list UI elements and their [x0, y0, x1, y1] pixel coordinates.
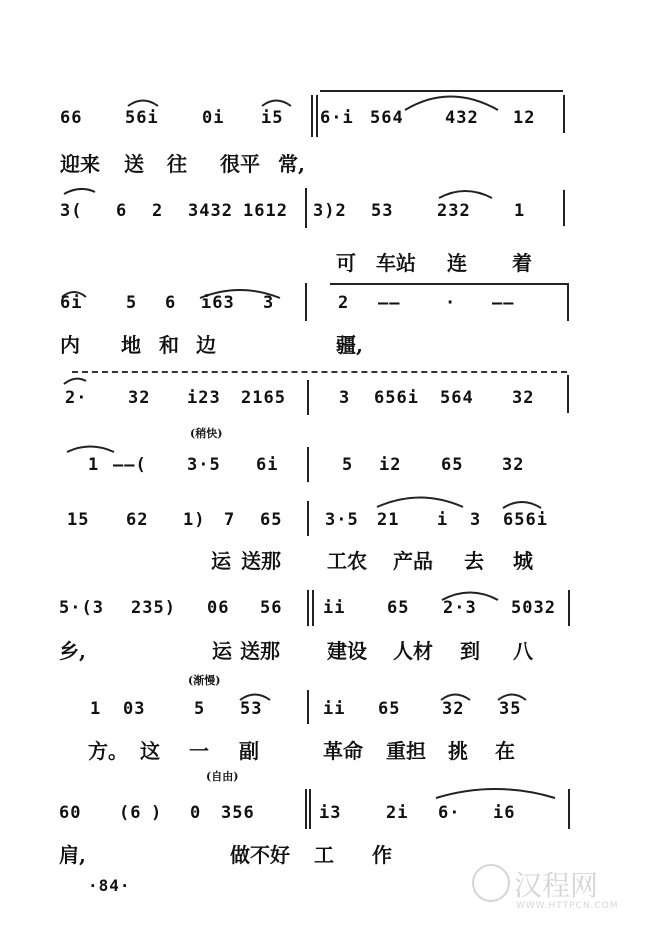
lyric: 工农: [327, 549, 367, 573]
lyric: 送那: [240, 639, 280, 663]
note-group: 62: [126, 510, 149, 530]
watermark-url: WWW.HTTPCN.COM: [516, 901, 619, 911]
lyric: 和: [159, 333, 179, 357]
lyric: 边: [196, 333, 216, 357]
note-group: i5: [261, 108, 284, 128]
note-group: 56i: [125, 108, 159, 128]
page-number: ·84·: [88, 876, 131, 895]
lyric: 人材: [393, 639, 433, 663]
note-group: 235): [131, 598, 176, 618]
note-group: 432: [445, 108, 479, 128]
lyric: 地: [121, 333, 141, 357]
note-group: 56: [260, 598, 283, 618]
note-group: ): [151, 803, 163, 823]
lyric: 乡,: [59, 639, 86, 663]
note-group: 2: [152, 201, 164, 221]
lyric: 着: [512, 251, 532, 275]
note-group: 65: [441, 455, 464, 475]
note-group: 5032: [511, 598, 556, 618]
note-group: 3432: [188, 201, 233, 221]
note-group: 5·(3: [59, 598, 104, 618]
note-group: 6·i: [320, 108, 354, 128]
note-group: 2: [338, 293, 350, 313]
note-group: 2i: [386, 803, 409, 823]
lyric: 做不好: [230, 843, 290, 867]
lyric: 连: [447, 251, 467, 275]
lyric: 这: [140, 739, 160, 763]
tempo-mark: (渐慢): [188, 674, 221, 687]
note-group: 32: [128, 388, 151, 408]
note-group: 564: [440, 388, 474, 408]
note-group: 2·: [65, 388, 88, 408]
note-group: 53: [371, 201, 394, 221]
note-group: 3)2: [313, 201, 347, 221]
note-group: 0i: [202, 108, 225, 128]
tempo-mark: (稍快): [190, 427, 223, 440]
note-group: 32: [512, 388, 535, 408]
lyric: 迎来: [60, 152, 100, 176]
note-group: 03: [123, 699, 146, 719]
lyric: 一: [189, 739, 209, 763]
note-group: 1: [514, 201, 526, 221]
note-group: 656i: [503, 510, 548, 530]
note-group: 60: [59, 803, 82, 823]
lyric: 车站: [376, 251, 416, 275]
note-group: 3·5: [325, 510, 359, 530]
note-group: 5: [126, 293, 138, 313]
note-group: 5: [342, 455, 354, 475]
note-group: 65: [387, 598, 410, 618]
lyric: 送: [124, 152, 144, 176]
note-group: 1: [88, 455, 100, 475]
note-group: 6: [165, 293, 177, 313]
note-group: 65: [378, 699, 401, 719]
note-group: 6: [116, 201, 128, 221]
note-group: 32: [442, 699, 465, 719]
lyric: 重担: [386, 739, 426, 763]
note-group: 32: [502, 455, 525, 475]
lyric: 工: [314, 843, 334, 867]
lyric: 副: [239, 739, 259, 763]
lyric: 方。: [88, 739, 128, 763]
note-group: 564: [370, 108, 404, 128]
tempo-mark: (自由): [206, 770, 239, 783]
note-group: ii: [323, 598, 346, 618]
note-group: ——: [492, 293, 515, 313]
note-group: i: [437, 510, 449, 530]
note-group: 356: [221, 803, 255, 823]
note-group: 3: [339, 388, 351, 408]
lyric: 挑: [448, 739, 468, 763]
lyric: 去: [464, 549, 484, 573]
note-group: 6i: [60, 293, 83, 313]
lyric: 运: [211, 549, 231, 573]
lyric: 肩,: [59, 843, 86, 867]
note-group: 35: [499, 699, 522, 719]
note-group: 1): [183, 510, 206, 530]
lyric: 常,: [278, 152, 305, 176]
note-group: i2: [379, 455, 402, 475]
note-group: 5: [194, 699, 206, 719]
lyric: 送那: [241, 549, 281, 573]
note-group: 53: [240, 699, 263, 719]
note-group: 66: [60, 108, 83, 128]
note-group: 12: [513, 108, 536, 128]
note-group: 6·: [438, 803, 461, 823]
note-group: 3: [263, 293, 275, 313]
note-group: 232: [437, 201, 471, 221]
watermark-logo-icon: [472, 864, 510, 902]
lyric: 产品: [393, 549, 433, 573]
lyric: 可: [336, 251, 356, 275]
note-group: i23: [187, 388, 221, 408]
lyric: 到: [460, 639, 480, 663]
lyric: 往: [167, 152, 187, 176]
watermark-brand: 汉程网: [514, 869, 599, 902]
note-group: 2165: [241, 388, 286, 408]
lyric: 很平: [220, 152, 260, 176]
lyric: 城: [513, 549, 533, 573]
lyric: 运: [212, 639, 232, 663]
note-group: ii: [323, 699, 346, 719]
note-group: i6: [493, 803, 516, 823]
note-group: 1: [90, 699, 102, 719]
note-group: 656i: [374, 388, 419, 408]
lyric: 作: [372, 843, 392, 867]
note-group: 15: [67, 510, 90, 530]
note-group: 7: [224, 510, 236, 530]
lyric: 建设: [327, 639, 367, 663]
note-group: 21: [377, 510, 400, 530]
note-group: ——(: [113, 455, 147, 475]
note-group: 6i: [256, 455, 279, 475]
lyric: 疆,: [336, 333, 363, 357]
note-group: 3: [470, 510, 482, 530]
note-group: (6: [119, 803, 142, 823]
note-group: i63: [201, 293, 235, 313]
note-group: 1612: [243, 201, 288, 221]
lyric: 八: [513, 639, 533, 663]
note-group: i3: [319, 803, 342, 823]
note-group: 2·3: [443, 598, 477, 618]
note-group: 0: [190, 803, 202, 823]
watermark: [472, 860, 642, 920]
note-group: 3(: [60, 201, 83, 221]
note-group: 65: [260, 510, 283, 530]
note-group: ·: [445, 293, 457, 313]
lyric: 在: [495, 739, 515, 763]
lyric: 革命: [323, 739, 363, 763]
lyric: 内: [60, 333, 80, 357]
note-group: 3·5: [187, 455, 221, 475]
note-group: 06: [207, 598, 230, 618]
note-group: ——: [378, 293, 401, 313]
